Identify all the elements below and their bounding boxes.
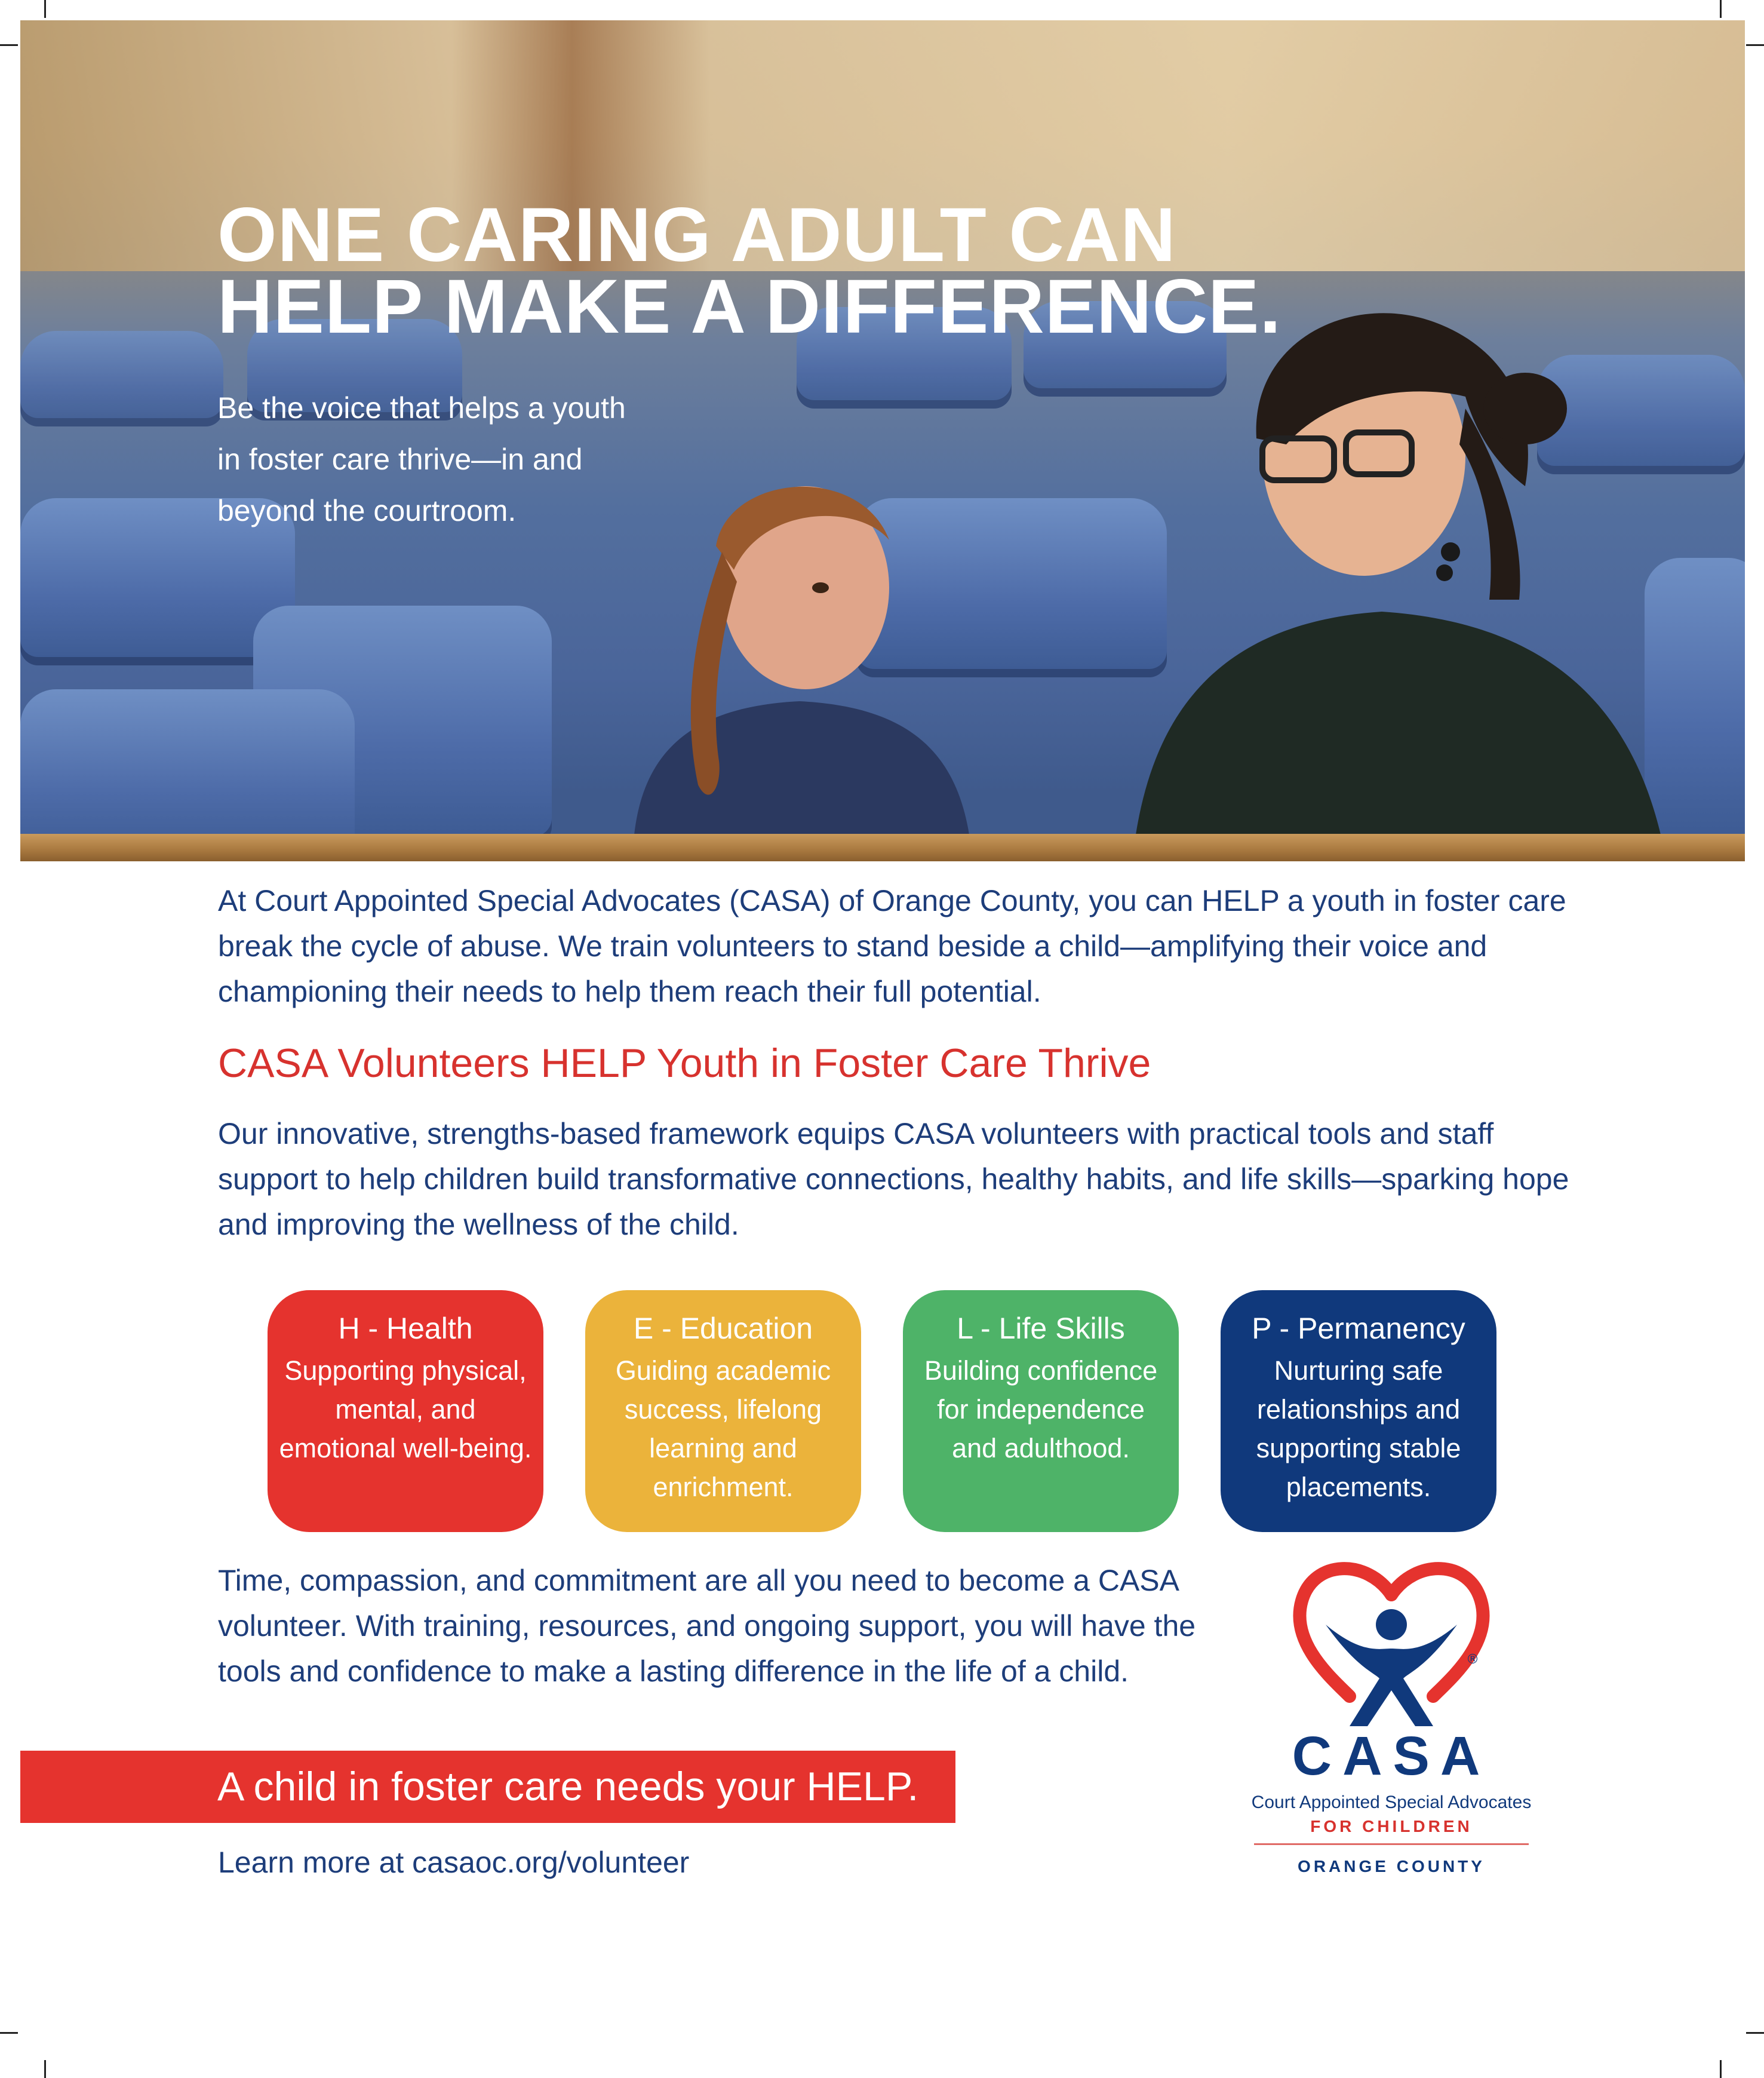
hero-headline-line: ONE CARING ADULT CAN	[217, 192, 1176, 278]
pillar-description: Guiding academic success, lifelong learning and enrichment.	[615, 1355, 831, 1502]
logo-for-children: FOR CHILDREN	[1310, 1817, 1473, 1835]
pillar-education	[585, 1290, 861, 1532]
hero-subhead-line: in foster care thrive—in and	[217, 443, 583, 476]
learn-more-link[interactable]: Learn more at casaoc.org/volunteer	[218, 1846, 690, 1879]
hero-headline	[217, 192, 1281, 349]
crop-mark	[1746, 44, 1764, 46]
pillar-title: H - Health	[338, 1312, 473, 1345]
crop-mark	[1746, 2032, 1764, 2034]
cta-banner	[20, 1751, 955, 1823]
pillar-life-skills	[903, 1290, 1179, 1532]
hero-headline-line: HELP MAKE A DIFFERENCE.	[217, 264, 1281, 349]
crop-mark	[0, 2032, 18, 2034]
crop-mark	[1720, 2060, 1722, 2078]
woman-figure	[1107, 289, 1704, 861]
pillar-description: Building confidence for independence and adulthood.	[924, 1355, 1158, 1463]
crop-mark	[44, 0, 46, 18]
crop-mark	[44, 2060, 46, 2078]
logo-tagline: Court Appointed Special Advocates	[1251, 1792, 1532, 1812]
section-title: CASA Volunteers HELP Youth in Foster Care Thrive	[218, 1040, 1151, 1086]
logo-wordmark: CASA	[1292, 1726, 1491, 1787]
hero-subhead-line: Be the voice that helps a youth	[217, 391, 626, 425]
hero-subhead	[217, 382, 695, 536]
pillar-title: E - Education	[633, 1312, 813, 1345]
pillar-description: Supporting physical, mental, and emotional well-being.	[279, 1355, 532, 1463]
pillar-description: Nurturing safe relationships and supporting stable placements.	[1256, 1355, 1461, 1502]
courtroom-railing	[20, 834, 1745, 861]
pillar-title: P - Permanency	[1252, 1312, 1465, 1345]
courtroom-seat	[20, 331, 223, 426]
logo-divider	[1254, 1843, 1529, 1845]
crop-mark	[1720, 0, 1722, 18]
casa-logo	[1230, 1553, 1553, 1887]
pillar-health	[268, 1290, 543, 1532]
intro-paragraph: At Court Appointed Special Advocates (CASA) of Orange County, you can HELP a youth in foster care break the cycle of abuse. We train volunteers to stand beside a child—amplifying their voice and championing their needs to help them reach their full potential.	[218, 884, 1566, 1008]
hero-photo	[20, 20, 1745, 861]
heart-figure-logo-icon	[1230, 1553, 1553, 1732]
pillar-permanency	[1221, 1290, 1496, 1532]
cta-text: A child in foster care needs your HELP.	[217, 1764, 919, 1809]
registered-mark: ®	[1466, 1652, 1479, 1667]
hero-subhead-line: beyond the courtroom.	[217, 494, 517, 527]
closing-paragraph: Time, compassion, and commitment are all you need to become a CASA volunteer. With training, resources, and ongoing support, you will have the tools and confidence to make a lasting difference in the life of a child.	[218, 1564, 1196, 1688]
framework-paragraph: Our innovative, strengths-based framework equips CASA volunteers with practical tools and staff support to help children build transformative connections, healthy habits, and life skills—sparking hope and improving the wellness of the child.	[218, 1117, 1569, 1241]
crop-mark	[0, 44, 18, 46]
pillar-title: L - Life Skills	[957, 1312, 1125, 1345]
logo-region: ORANGE COUNTY	[1298, 1857, 1485, 1876]
